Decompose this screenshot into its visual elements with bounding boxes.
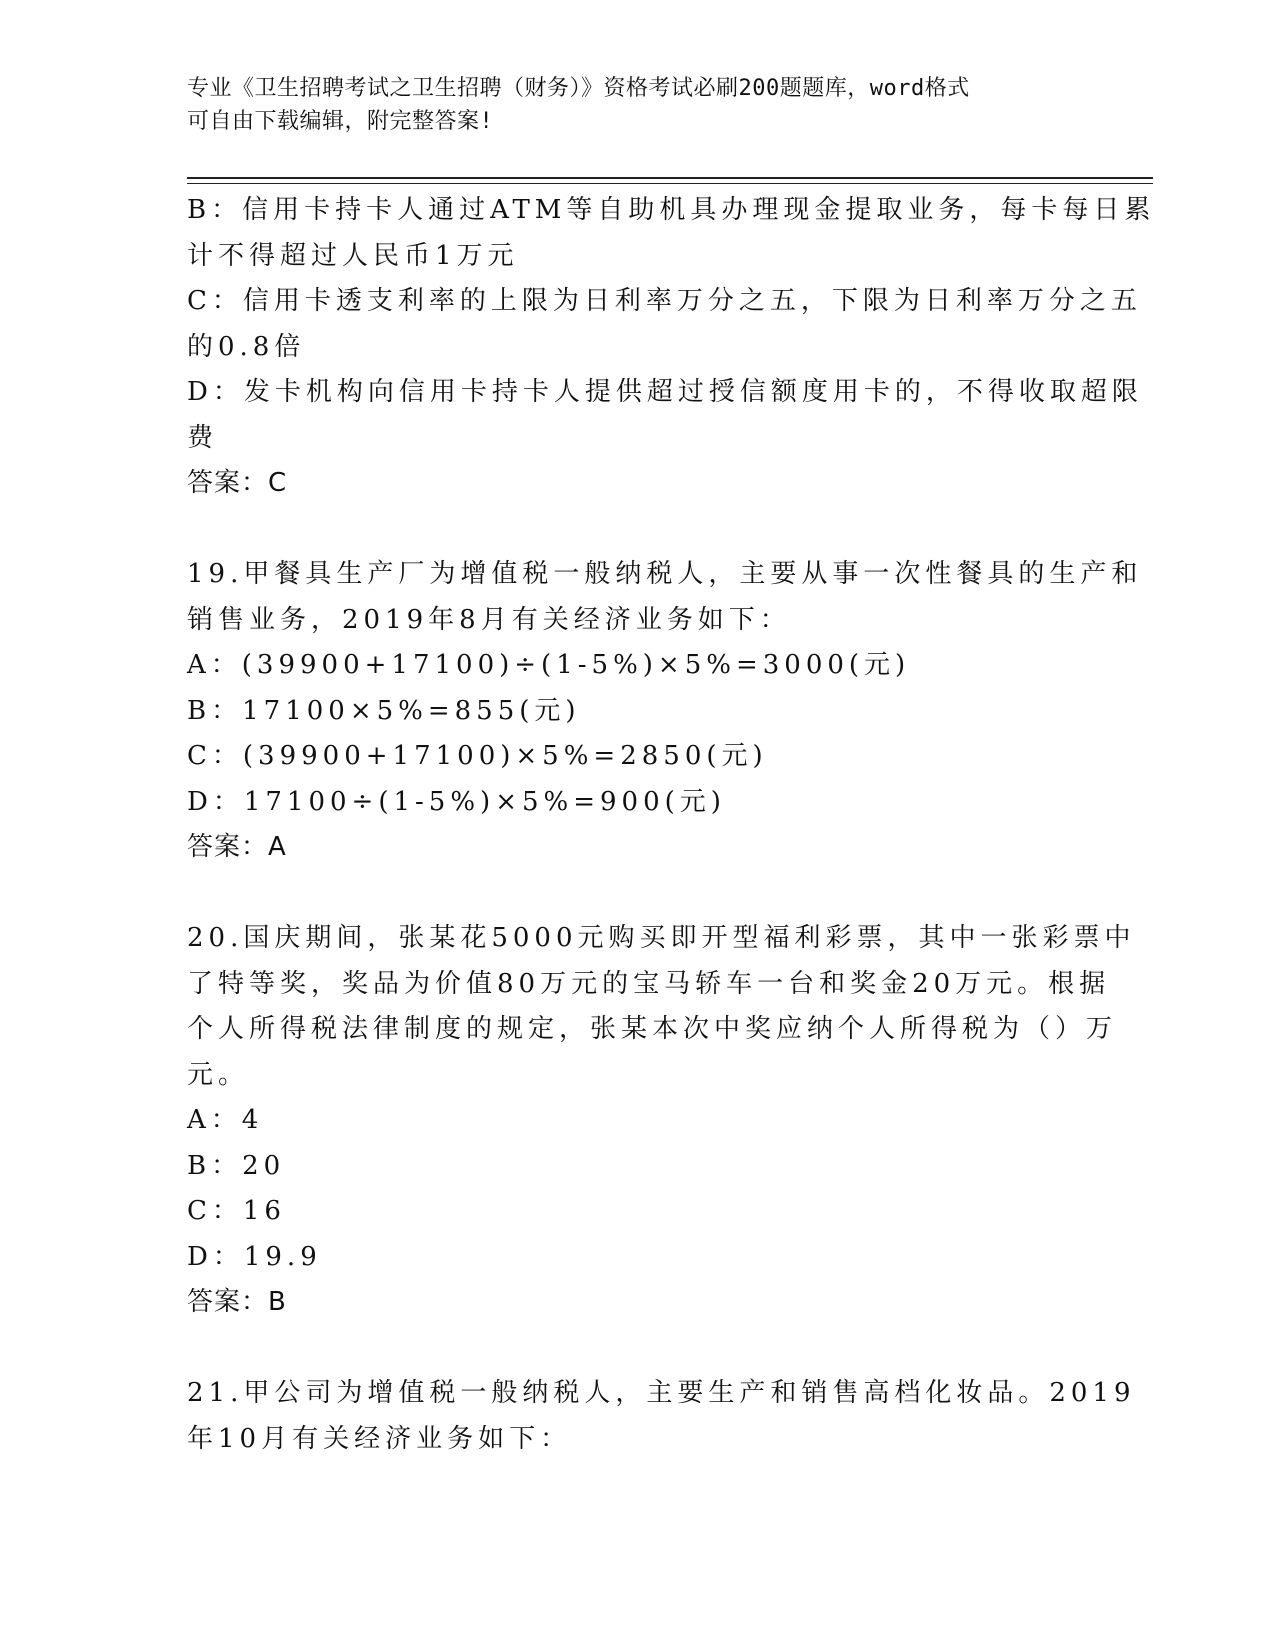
question-18-option-d-line-2: 费 bbox=[187, 422, 219, 453]
question-20-option-c: C：16 bbox=[187, 1196, 286, 1226]
question-20-stem-line-4: 元。 bbox=[187, 1059, 250, 1090]
question-18-option-c-line-2: 的0.8倍 bbox=[187, 331, 306, 362]
question-19-answer: 答案：A bbox=[187, 832, 287, 862]
question-19-option-d: D：17100÷(1-5%)×5%=900(元) bbox=[187, 786, 726, 817]
question-20-stem-line-1: 20.国庆期间，张某花5000元购买即开型福利彩票，其中一张彩票中 bbox=[187, 923, 1136, 953]
question-18-continuation bbox=[187, 188, 1156, 507]
document-header bbox=[187, 72, 1067, 138]
question-21 bbox=[187, 1371, 1136, 1462]
header-title-line-1: 专业《卫生招聘考试之卫生招聘（财务）》资格考试必刷200题题库，word格式 bbox=[187, 76, 970, 101]
question-20 bbox=[187, 916, 1136, 1326]
question-20-option-b: B：20 bbox=[187, 1150, 286, 1181]
header-divider-thin bbox=[187, 183, 1153, 184]
question-20-option-d: D：19.9 bbox=[187, 1241, 322, 1272]
question-20-option-a: A：4 bbox=[187, 1105, 264, 1135]
question-19-option-b: B：17100×5%=855(元) bbox=[187, 695, 581, 726]
question-content bbox=[187, 188, 1156, 1462]
question-19-option-a: A：(39900+17100)÷(1-5%)×5%=3000(元) bbox=[187, 650, 911, 680]
header-divider-thick bbox=[187, 177, 1153, 179]
question-18-answer: 答案：C bbox=[187, 468, 288, 498]
question-spacer bbox=[187, 871, 1087, 917]
header-title-line-2: 可自由下载编辑，附完整答案! bbox=[187, 109, 494, 134]
question-19-stem-line-1: 19.甲餐具生产厂为增值税一般纳税人，主要从事一次性餐具的生产和 bbox=[187, 559, 1143, 589]
question-21-stem-line-1: 21.甲公司为增值税一般纳税人，主要生产和销售高档化妆品。2019 bbox=[187, 1378, 1136, 1408]
question-18-option-d-line-1: D：发卡机构向信用卡持卡人提供超过授信额度用卡的，不得收取超限 bbox=[187, 377, 1143, 407]
question-21-stem-line-2: 年10月有关经济业务如下： bbox=[187, 1423, 572, 1454]
question-20-stem-line-3: 个人所得税法律制度的规定，张某本次中奖应纳个人所得税为（）万 bbox=[187, 1014, 1118, 1044]
question-19 bbox=[187, 552, 1143, 871]
question-19-stem-line-2: 销售业务，2019年8月有关经济业务如下： bbox=[187, 604, 791, 635]
question-spacer bbox=[187, 507, 1087, 553]
question-19-option-c: C：(39900+17100)×5%=2850(元) bbox=[187, 741, 768, 771]
question-18-option-b-line-1: B：信用卡持卡人通过ATM等自助机具办理现金提取业务，每卡每日累 bbox=[187, 195, 1156, 225]
question-18-option-c-line-1: C：信用卡透支利率的上限为日利率万分之五，下限为日利率万分之五 bbox=[187, 286, 1142, 316]
question-20-stem-line-2: 了特等奖，奖品为价值80万元的宝马轿车一台和奖金20万元。根据 bbox=[187, 968, 1111, 999]
question-18-option-b-line-2: 计不得超过人民币1万元 bbox=[187, 240, 519, 271]
question-20-answer: 答案：B bbox=[187, 1287, 287, 1317]
question-spacer bbox=[187, 1326, 1087, 1372]
